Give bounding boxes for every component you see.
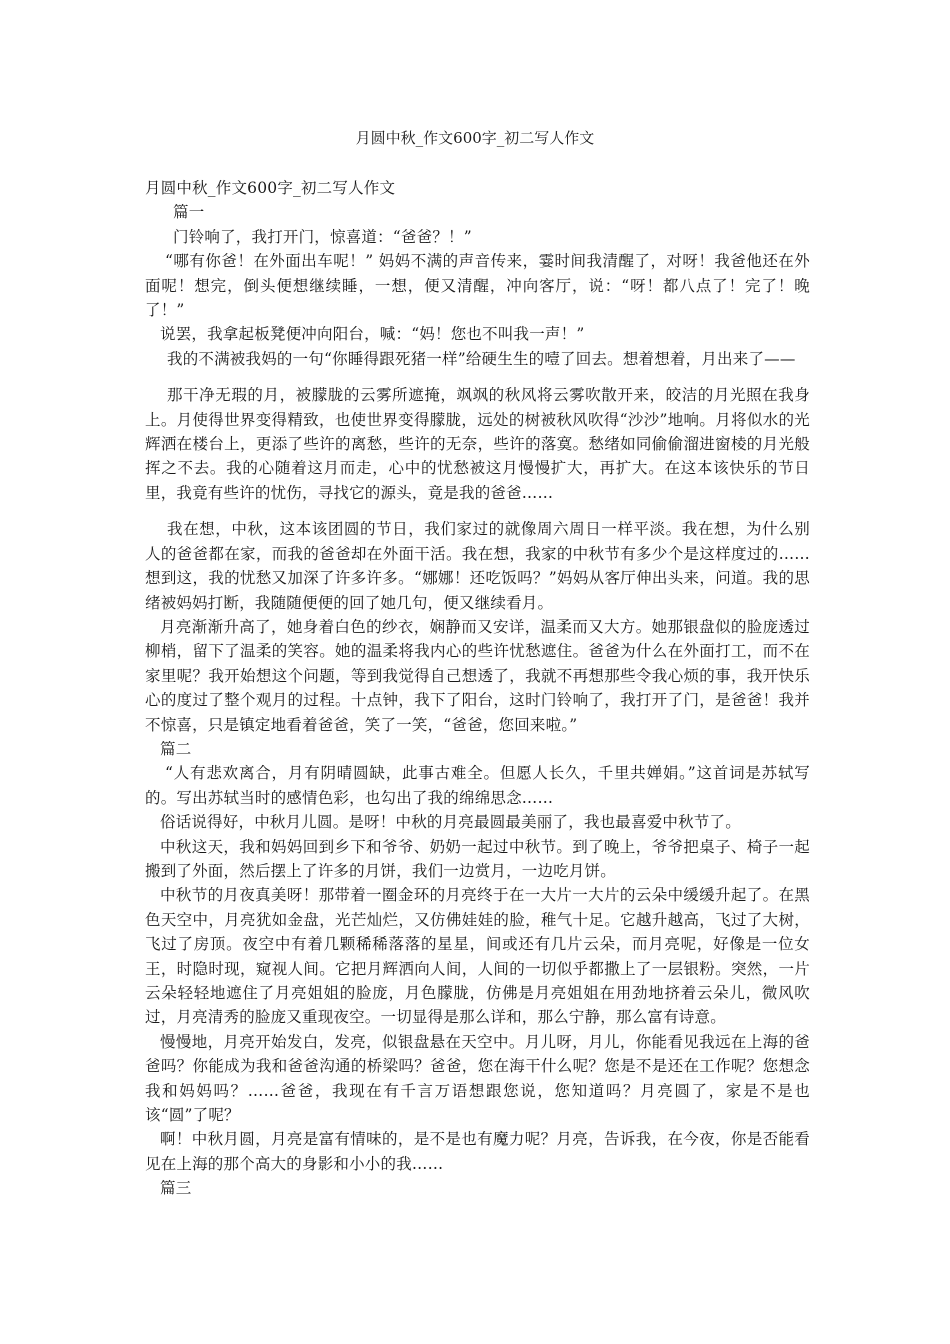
document-title: 月圆中秋_作文600字_初二写人作文 bbox=[355, 129, 595, 147]
paragraph: 门铃响了，我打开门，惊喜道：“爸爸？！” bbox=[173, 227, 472, 246]
paragraph: 慢慢地，月亮开始发白，发亮，似银盘悬在天空中。月儿呀，月儿，你能看见我远在上海的爸爸吗？你能成为我和爸爸沟通的桥梁吗？爸爸，您在海干什么呢？您是不是还在工作呢？您想念我和妈妈吗？……爸爸，我现在有千言万语想跟您说，您知道吗？月亮圆了，家是不是也该“圆”了呢？ bbox=[145, 1032, 810, 1125]
paragraph: 我的不满被我妈的一句“你睡得跟死猪一样”给硬生生的噎了回去。想着想着，月出来了—— bbox=[167, 349, 796, 368]
document-body bbox=[145, 176, 810, 1201]
paragraph: 说罢，我拿起板凳便冲向阳台，喊：“妈！您也不叫我一声！” bbox=[160, 325, 585, 344]
paragraph: “人有悲欢离合，月有阴晴圆缺，此事古难全。但愿人长久，千里共婵娟。”这首词是苏轼写的。写出苏轼当时的感情色彩，也勾出了我的绵绵思念…… bbox=[145, 764, 810, 807]
paragraph: 那干净无瑕的月，被朦胧的云雾所遮掩，飒飒的秋风将云雾吹散开来，皎洁的月光照在我身上。月使得世界变得精致，也使世界变得朦胧，远处的树被秋风吹得“沙沙”地响。月将似水的光辉洒在楼台上，更添了些许的离愁，些许的无奈，些许的落寞。愁绪如同偷偷溜进窗棱的月光般挥之不去。我的心随着这月而走，心中的忧愁被这月慢慢扩大，再扩大。在这本该快乐的节日里，我竟有些许的忧伤，寻找它的源头，竟是我的爸爸…… bbox=[145, 386, 810, 502]
section-heading-1: 篇一 bbox=[173, 203, 205, 222]
section-heading-2: 篇二 bbox=[160, 739, 192, 758]
paragraph: 啊！中秋月圆，月亮是富有情味的，是不是也有魔力呢？月亮，告诉我，在今夜，你是否能看见在上海的那个高大的身影和小小的我…… bbox=[145, 1130, 810, 1173]
paragraph: 俗话说得好，中秋月儿圆。是呀！中秋的月亮最圆最美丽了，我也最喜爱中秋节了。 bbox=[160, 813, 741, 832]
paragraph-spacer bbox=[145, 371, 810, 383]
section-heading-3: 篇三 bbox=[160, 1179, 192, 1198]
paragraph: 月亮渐渐升高了，她身着白色的纱衣，娴静而又安详，温柔而又大方。她那银盘似的脸庞透过柳梢，留下了温柔的笑容。她的温柔将我内心的些许忧愁遮住。爸爸为什么在外面打工，而不在家里呢？我开始想这个问题，等到我觉得自己想透了，我就不再想那些令我心烦的事，我开快乐心的度过了整个观月的过程。十点钟，我下了阳台，这时门铃响了，我打开了门，是爸爸！我并不惊喜，只是镇定地看着爸爸，笑了一笑，“爸爸，您回来啦。” bbox=[145, 617, 810, 734]
paragraph: “哪有你爸！在外面出车呢！” 妈妈不满的声音传来，霎时间我清醒了，对呀！我爸他还在外面呢！想完，倒头便想继续睡，一想，便又清醒，冲向客厅，说：“呀！都八点了！完了！晚了！” bbox=[145, 252, 810, 320]
document-subtitle: 月圆中秋_作文600字_初二写人作文 bbox=[145, 179, 396, 197]
paragraph: 中秋节的月夜真美呀！那带着一圈金环的月亮终于在一大片一大片的云朵中缓缓升起了。在黑色天空中，月亮犹如金盘，光芒灿烂，又仿佛娃娃的脸，稚气十足。它越升越高，飞过了大树，飞过了房顶。夜空中有着几颗稀稀落落的星星，间或还有几片云朵，而月亮呢，好像是一位女王，时隐时现，窥视人间。它把月辉洒向人间，人间的一切似乎都撒上了一层银粉。突然，一片云朵轻轻地遮住了月亮姐姐的脸庞，月色朦胧，仿佛是月亮姐姐在用劲地挤着云朵儿，微风吹过，月亮清秀的脸庞又重现夜空。一切显得是那么详和，那么宁静，那么富有诗意。 bbox=[145, 886, 810, 1027]
paragraph: 我在想，中秋，这本该团圆的节日，我们家过的就像周六周日一样平淡。我在想，为什么别人的爸爸都在家，而我的爸爸却在外面干活。我在想，我家的中秋节有多少个是这样度过的……想到这，我的忧愁又加深了许多许多。“娜娜！还吃饭吗？”妈妈从客厅伸出头来，问道。我的思绪被妈妈打断，我随随便便的回了她几句，便又继续看月。 bbox=[145, 520, 810, 612]
paragraph-spacer bbox=[145, 505, 810, 517]
paragraph: 中秋这天，我和妈妈回到乡下和爷爷、奶奶一起过中秋节。到了晚上，爷爷把桌子、椅子一起搬到了外面，然后摆上了许多的月饼，我们一边赏月，一边吃月饼。 bbox=[145, 837, 810, 880]
